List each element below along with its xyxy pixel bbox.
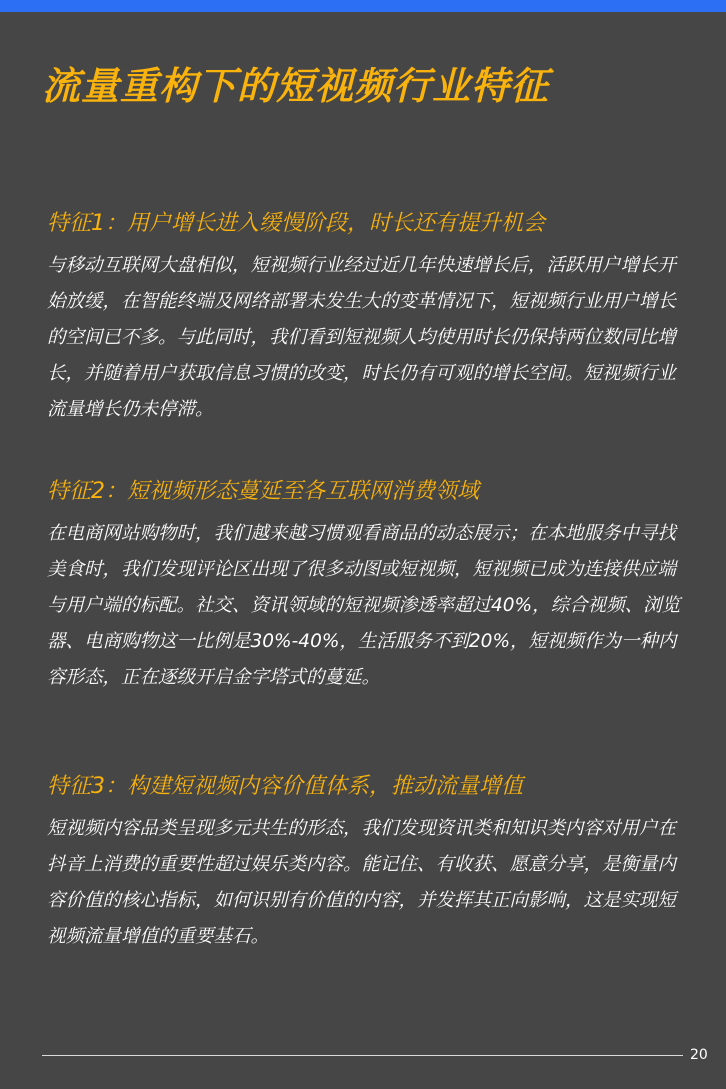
section-body: 短视频内容品类呈现多元共生的形态，我们发现资讯类和知识类内容对用户在抖音上消费的重要性超过娱乐类内容。能记住、有收获、愿意分享，是衡量内容价值的核心指标，如何识别有价值的内容，并发挥其正向影响，这是实现短视频流量增值的重要基石。	[47, 818, 677, 947]
footer-divider	[42, 1055, 683, 1056]
section-heading: 特征3：构建短视频内容价值体系，推动流量增值	[47, 774, 523, 799]
section-body: 在电商网站购物时，我们越来越习惯观看商品的动态展示；在本地服务中寻找美食时，我们发现评论区出现了很多动图或短视频，短视频已成为连接供应端与用户端的标配。社交、资讯领域的短视频渗透率超过40%，综合视频、浏览器、电商购物这一比例是30%-40%，生活服务不到20%，短视频作为一种内容形态，正在逐级开启金字塔式的蔓延。	[47, 523, 681, 688]
section-feature-1	[47, 208, 687, 428]
page-title: 流量重构下的短视频行业特征	[42, 64, 550, 108]
page-number: 20	[690, 1047, 708, 1063]
top-accent-bar	[0, 0, 726, 12]
section-heading: 特征2：短视频形态蔓延至各互联网消费领域	[47, 479, 479, 504]
section-feature-2	[47, 476, 687, 696]
section-feature-3	[47, 771, 687, 955]
section-body: 与移动互联网大盘相似，短视频行业经过近几年快速增长后，活跃用户增长开始放缓，在智能终端及网络部署未发生大的变革情况下，短视频行业用户增长的空间已不多。与此同时，我们看到短视频人均使用时长仍保持两位数同比增长，并随着用户获取信息习惯的改变，时长仍有可观的增长空间。短视频行业流量增长仍未停滞。	[47, 255, 677, 420]
section-heading: 特征1：用户增长进入缓慢阶段，时长还有提升机会	[47, 211, 545, 236]
